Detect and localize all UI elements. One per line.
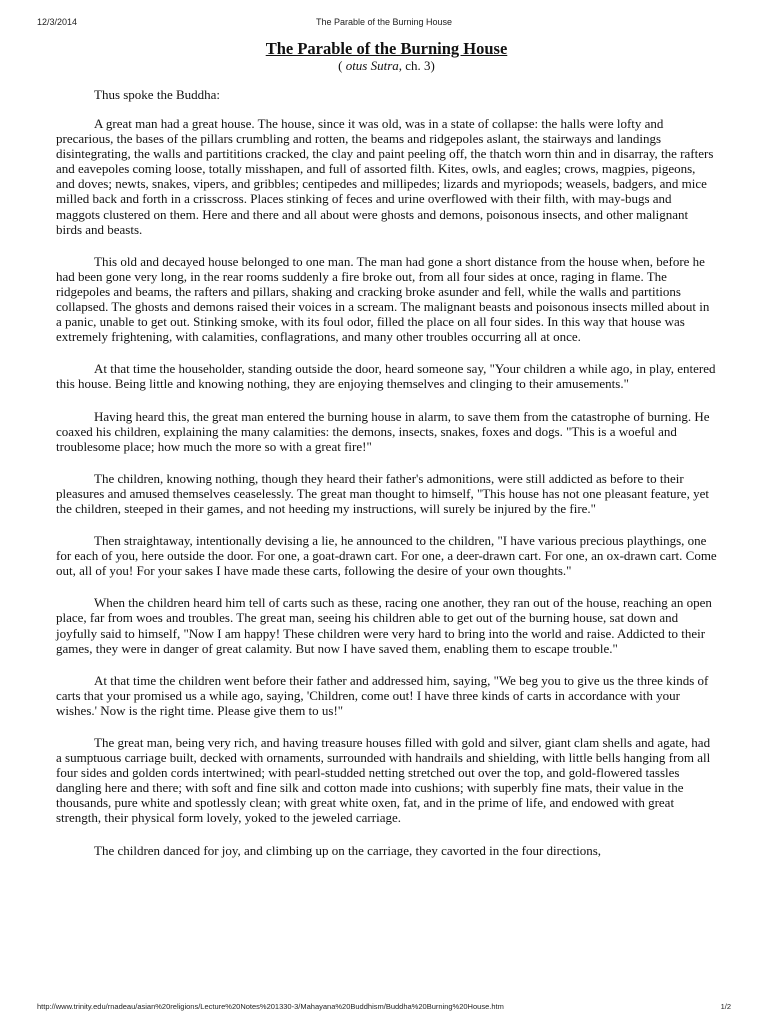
print-header: [37, 17, 731, 31]
paragraph: Having heard this, the great man entered the burning house in alarm, to save them from the catastrophe of burning. He coaxed his children, explaining the many calamities: the demons, insects, snakes, foxes and dogs. "This is a woeful and troublesome place; how much the more so with a great fire!": [56, 408, 710, 454]
paragraph: At that time the householder, standing outside the door, heard someone say, "Your children a while ago, in play, entered this house. Being little and knowing nothing, they are enjoying themselves and clinging to their amusements.": [56, 361, 716, 392]
print-date: 12/3/2014: [37, 17, 78, 27]
paragraph: This old and decayed house belonged to one man. The man had gone a short distance from the house when, before he had been gone very long, in the rear rooms suddenly a fire broke out, from all four sides at once, raging in flame. The ridgepoles and beams, the rafters and pillars, shaking and cracking broke asunder and fell, while the walls and partitions collapsed. The ghosts and demons raised their voices in a scream. The malignant beasts and poisonous insects milled about in a panic, unable to get out. Stinking smoke, with its foul odor, filled the place on all four sides. In this way that house was extremely frightening, with calamities, conflagrations, and many other troubles occurring all at once.: [56, 253, 710, 345]
intro-line: Thus spoke the Buddha:: [94, 87, 221, 102]
page-number: 1/2: [720, 1002, 731, 1011]
subtitle-suffix: , ch. 3): [398, 58, 435, 73]
page-url: http://www.trinity.edu/rnadeau/asian%20religions/Lecture%20Notes%201330-3/Mahayana%20Buddhism/Buddha%20Burning%20House.htm: [37, 1002, 504, 1011]
paragraph: The great man, being very rich, and having treasure houses filled with gold and silver, giant clam shells and agate, had a sumptuous carriage built, decked with ornaments, surrounded with handrails and shielding, with little bells hanging from all four sides and golden cords intertwined; with pearl-studded netting stretched out over the top, and gold-flowered tassles dangling here and there; with soft and fine silk and cotton made into cushions; with superbly fine mats, their value in the thousands, pure white and spotlessly clean; with great white oxen, fat, and in the prime of life, and endowed with great strength, their physical form lovely, yoked to the jeweled carriage.: [56, 735, 711, 826]
paragraph: The children danced for joy, and climbing up on the carriage, they cavorted in the four directions,: [94, 842, 602, 858]
paragraph: Then straightaway, intentionally devising a lie, he announced to the children, "I have various precious playthings, one for each of you, here outside the door. For one, a goat-drawn cart. For one, a deer-drawn cart. For one, an ox-drawn cart. Come out, all of you! For your sakes I have made these carts, following the desire of your own thoughts.": [56, 533, 717, 579]
subtitle-source: otus Sutra: [345, 58, 399, 73]
print-footer: [37, 1002, 731, 1014]
paragraph: The children, knowing nothing, though they heard their father's admonitions, were still addicted as before to their pleasures and amused themselves ceaselessly. The great man thought to himself, "This house has not one pleasant feature, yet the children, steeped in their games, and not heeding my instructions, will surely be injured by the fire.": [56, 470, 709, 516]
paragraph: At that time the children went before their father and addressed him, saying, "We beg you to give us the three kinds of carts that your promised us a while ago, saying, 'Children, come out! I have three kinds of carts in accordance with your wishes.' Now is the right time. Please give them to us!": [56, 672, 709, 718]
document-subtitle: [56, 58, 717, 73]
document-body: [56, 40, 717, 875]
paragraph: When the children heard him tell of carts such as these, racing one another, they ran out of the house, reaching an open place, far from woes and troubles. The great man, seeing his children able to get out of the burning house, sat down and joyfully said to himself, "Now I am happy! These children were very hard to bring into the world and raise. Addicted to their games, they were in danger of great calamity. But now I have saved them, enabling them to escape trouble.": [56, 595, 712, 656]
print-page-title: The Parable of the Burning House: [315, 17, 453, 27]
subtitle-prefix: (: [338, 58, 346, 73]
document-title: The Parable of the Burning House: [265, 39, 508, 58]
paragraph: A great man had a great house. The house, since it was old, was in a state of collapse: the halls were lofty and precarious, the bases of the pillars crumbling and rotten, the beams and ridgepoles aslant, the stairways and landings disintegrating, the walls and partititions cracked, the clay and paint peeling off, the thatch worn thin and in disarray, the rafters and eavepoles coming loose, totally misshapen, and full of assorted filth. Kites, owls, and eagles; crows, magpies, pigeons, and doves; newts, snakes, vipers, and gribbles; centipedes and millipedes; lizards and myriopods; weasels, badgers, and mice milled back and forth in a crisscross. Places stinking of feces and urine overflowed with their filth, with may-bugs and maggots clustered on them. Here and there and all about were ghosts and demons, poisonous insects, and other malignant birds and beasts.: [56, 116, 714, 237]
